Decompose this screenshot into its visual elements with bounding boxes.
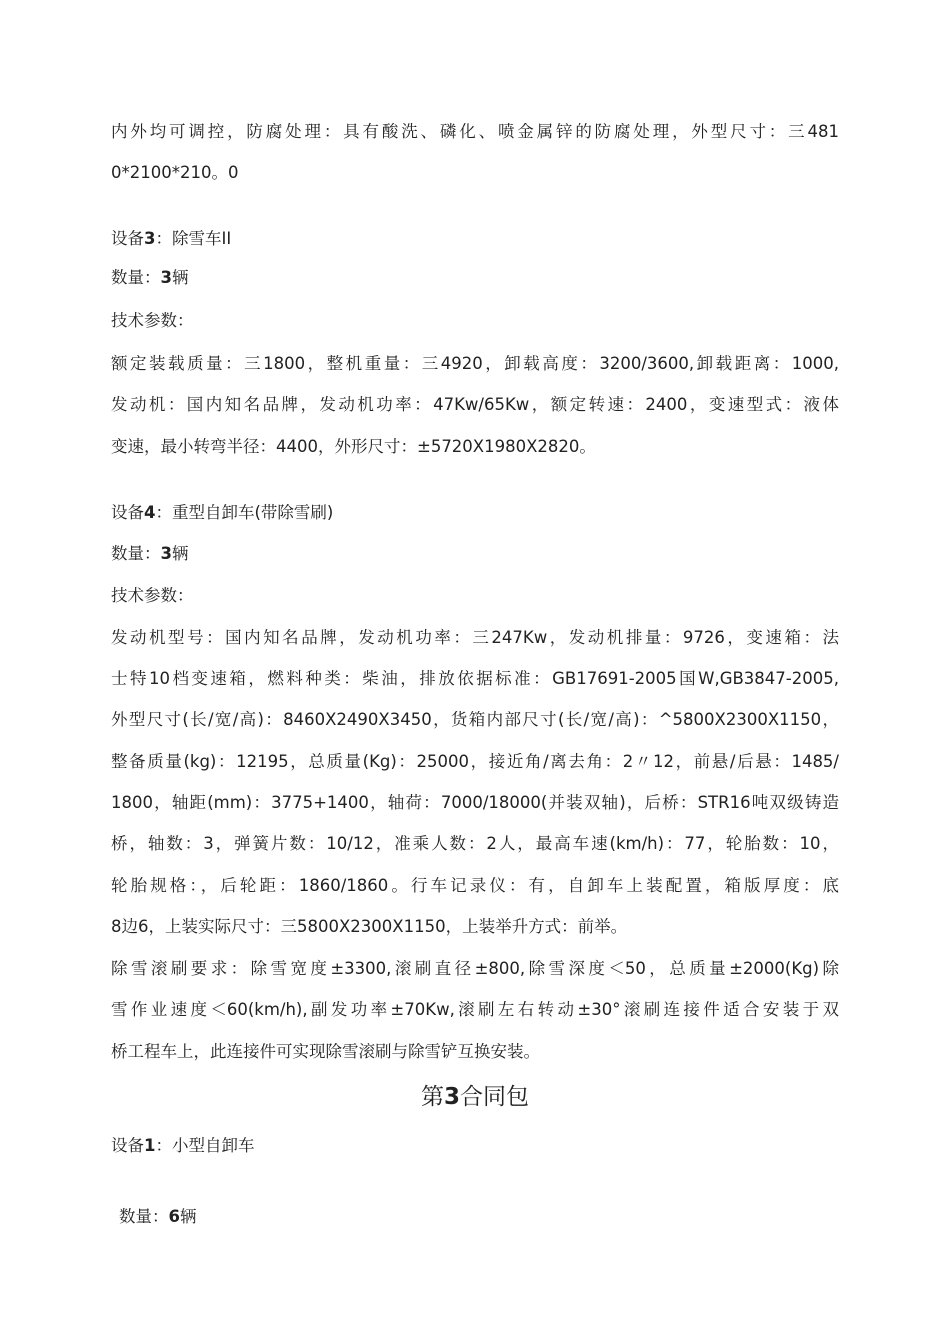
device4-param-line: 桥，轴数：3，弹簧片数：10/12，准乘人数：2人，最高车速(km/h)：77，轮胎数：10， bbox=[111, 834, 839, 853]
device4-param-line: 士特10档变速箱，燃料种类：柴油，排放依据标准：GB17691-2005国W,GB3847-2005, bbox=[111, 669, 839, 688]
device4-title-rest: ：重型自卸车(带除雪刷) bbox=[155, 503, 334, 522]
device4-param-line: 轮胎规格：，后轮距：1860/1860。行车记录仪：有，自卸车上装配置，箱版厚度：底 bbox=[111, 876, 839, 895]
package3-heading-rest: 合同包 bbox=[460, 1084, 529, 1110]
device4-brush-line: 雪作业速度＜60(km/h),副发功率±70Kw,滚刷左右转动±30°滚刷连接件适合安装于双 bbox=[111, 1000, 839, 1019]
intro-line-2: 0*2100*210。0 bbox=[111, 163, 239, 182]
device3-title-num: 3 bbox=[144, 229, 156, 248]
device3-params-label: 技术参数： bbox=[111, 311, 194, 330]
package3-heading-prefix: 第 bbox=[420, 1084, 444, 1110]
device4-param-line: 整备质量(kg)：12195，总质量(Kg)：25000，接近角/离去角：2〃12，前悬/后悬：1485/ bbox=[111, 752, 839, 771]
device4-brush-line: 除雪滚刷要求：除雪宽度±3300,滚刷直径±800,除雪深度＜50，总质量±2000(Kg)除 bbox=[111, 959, 839, 978]
device4-quantity bbox=[111, 543, 188, 565]
device4-qty-num: 3 bbox=[160, 544, 172, 563]
device4-title bbox=[111, 502, 333, 524]
package3-device1-qty-unit: 辆 bbox=[179, 1207, 197, 1226]
device3-quantity bbox=[111, 267, 188, 289]
package3-device1-qty-num: 6 bbox=[168, 1207, 180, 1226]
device3-param-line: 发动机：国内知名品牌，发动机功率：47Kw/65Kw，额定转速：2400，变速型式：液体 bbox=[111, 395, 839, 414]
device4-qty-prefix: 数量： bbox=[111, 544, 161, 563]
device4-param-line: 外型尺寸(长/宽/高)：8460X2490X3450，货箱内部尺寸(长/宽/高)：^5800X2300X1150， bbox=[111, 710, 839, 729]
device3-title-prefix: 设备 bbox=[111, 229, 144, 248]
device3-param-line: 额定装载质量：三1800，整机重量：三4920，卸载高度：3200/3600,卸载距离：1000, bbox=[111, 354, 839, 373]
device3-qty-prefix: 数量： bbox=[111, 268, 161, 287]
package3-heading bbox=[0, 1082, 950, 1112]
package3-device1-title-prefix: 设备 bbox=[111, 1136, 144, 1155]
device4-param-line: 1800，轴距(mm)：3775+1400，轴荷：7000/18000(并装双轴)，后桥：STR16吨双级铸造 bbox=[111, 793, 839, 812]
package3-device1-quantity bbox=[119, 1206, 196, 1228]
device4-params-label: 技术参数： bbox=[111, 586, 194, 605]
intro-line-1: 内外均可调控，防腐处理：具有酸洗、磷化、喷金属锌的防腐处理，外型尺寸：三481 bbox=[111, 122, 839, 141]
device4-param-line: 8边6，上装实际尺寸：三5800X2300X1150，上装举升方式：前举。 bbox=[111, 917, 628, 936]
device4-param-line: 发动机型号：国内知名品牌，发动机功率：三247Kw，发动机排量：9726，变速箱：法 bbox=[111, 628, 839, 647]
package3-device1-title bbox=[111, 1135, 254, 1157]
device3-param-line: 变速，最小转弯半径：4400，外形尺寸：±5720X1980X2820。 bbox=[111, 437, 596, 456]
device3-qty-num: 3 bbox=[160, 268, 172, 287]
package3-device1-title-rest: ：小型自卸车 bbox=[155, 1136, 255, 1155]
device3-title bbox=[111, 228, 231, 250]
device4-qty-unit: 辆 bbox=[171, 544, 189, 563]
package3-device1-title-num: 1 bbox=[144, 1136, 156, 1155]
device3-title-rest: ：除雪车II bbox=[155, 229, 232, 248]
package3-device1-qty-prefix: 数量： bbox=[119, 1207, 169, 1226]
device4-brush-line: 桥工程车上，此连接件可实现除雪滚刷与除雪铲互换安装。 bbox=[111, 1042, 540, 1061]
device4-title-prefix: 设备 bbox=[111, 503, 144, 522]
device4-title-num: 4 bbox=[144, 503, 156, 522]
device3-qty-unit: 辆 bbox=[171, 268, 189, 287]
package3-heading-num: 3 bbox=[443, 1084, 460, 1110]
